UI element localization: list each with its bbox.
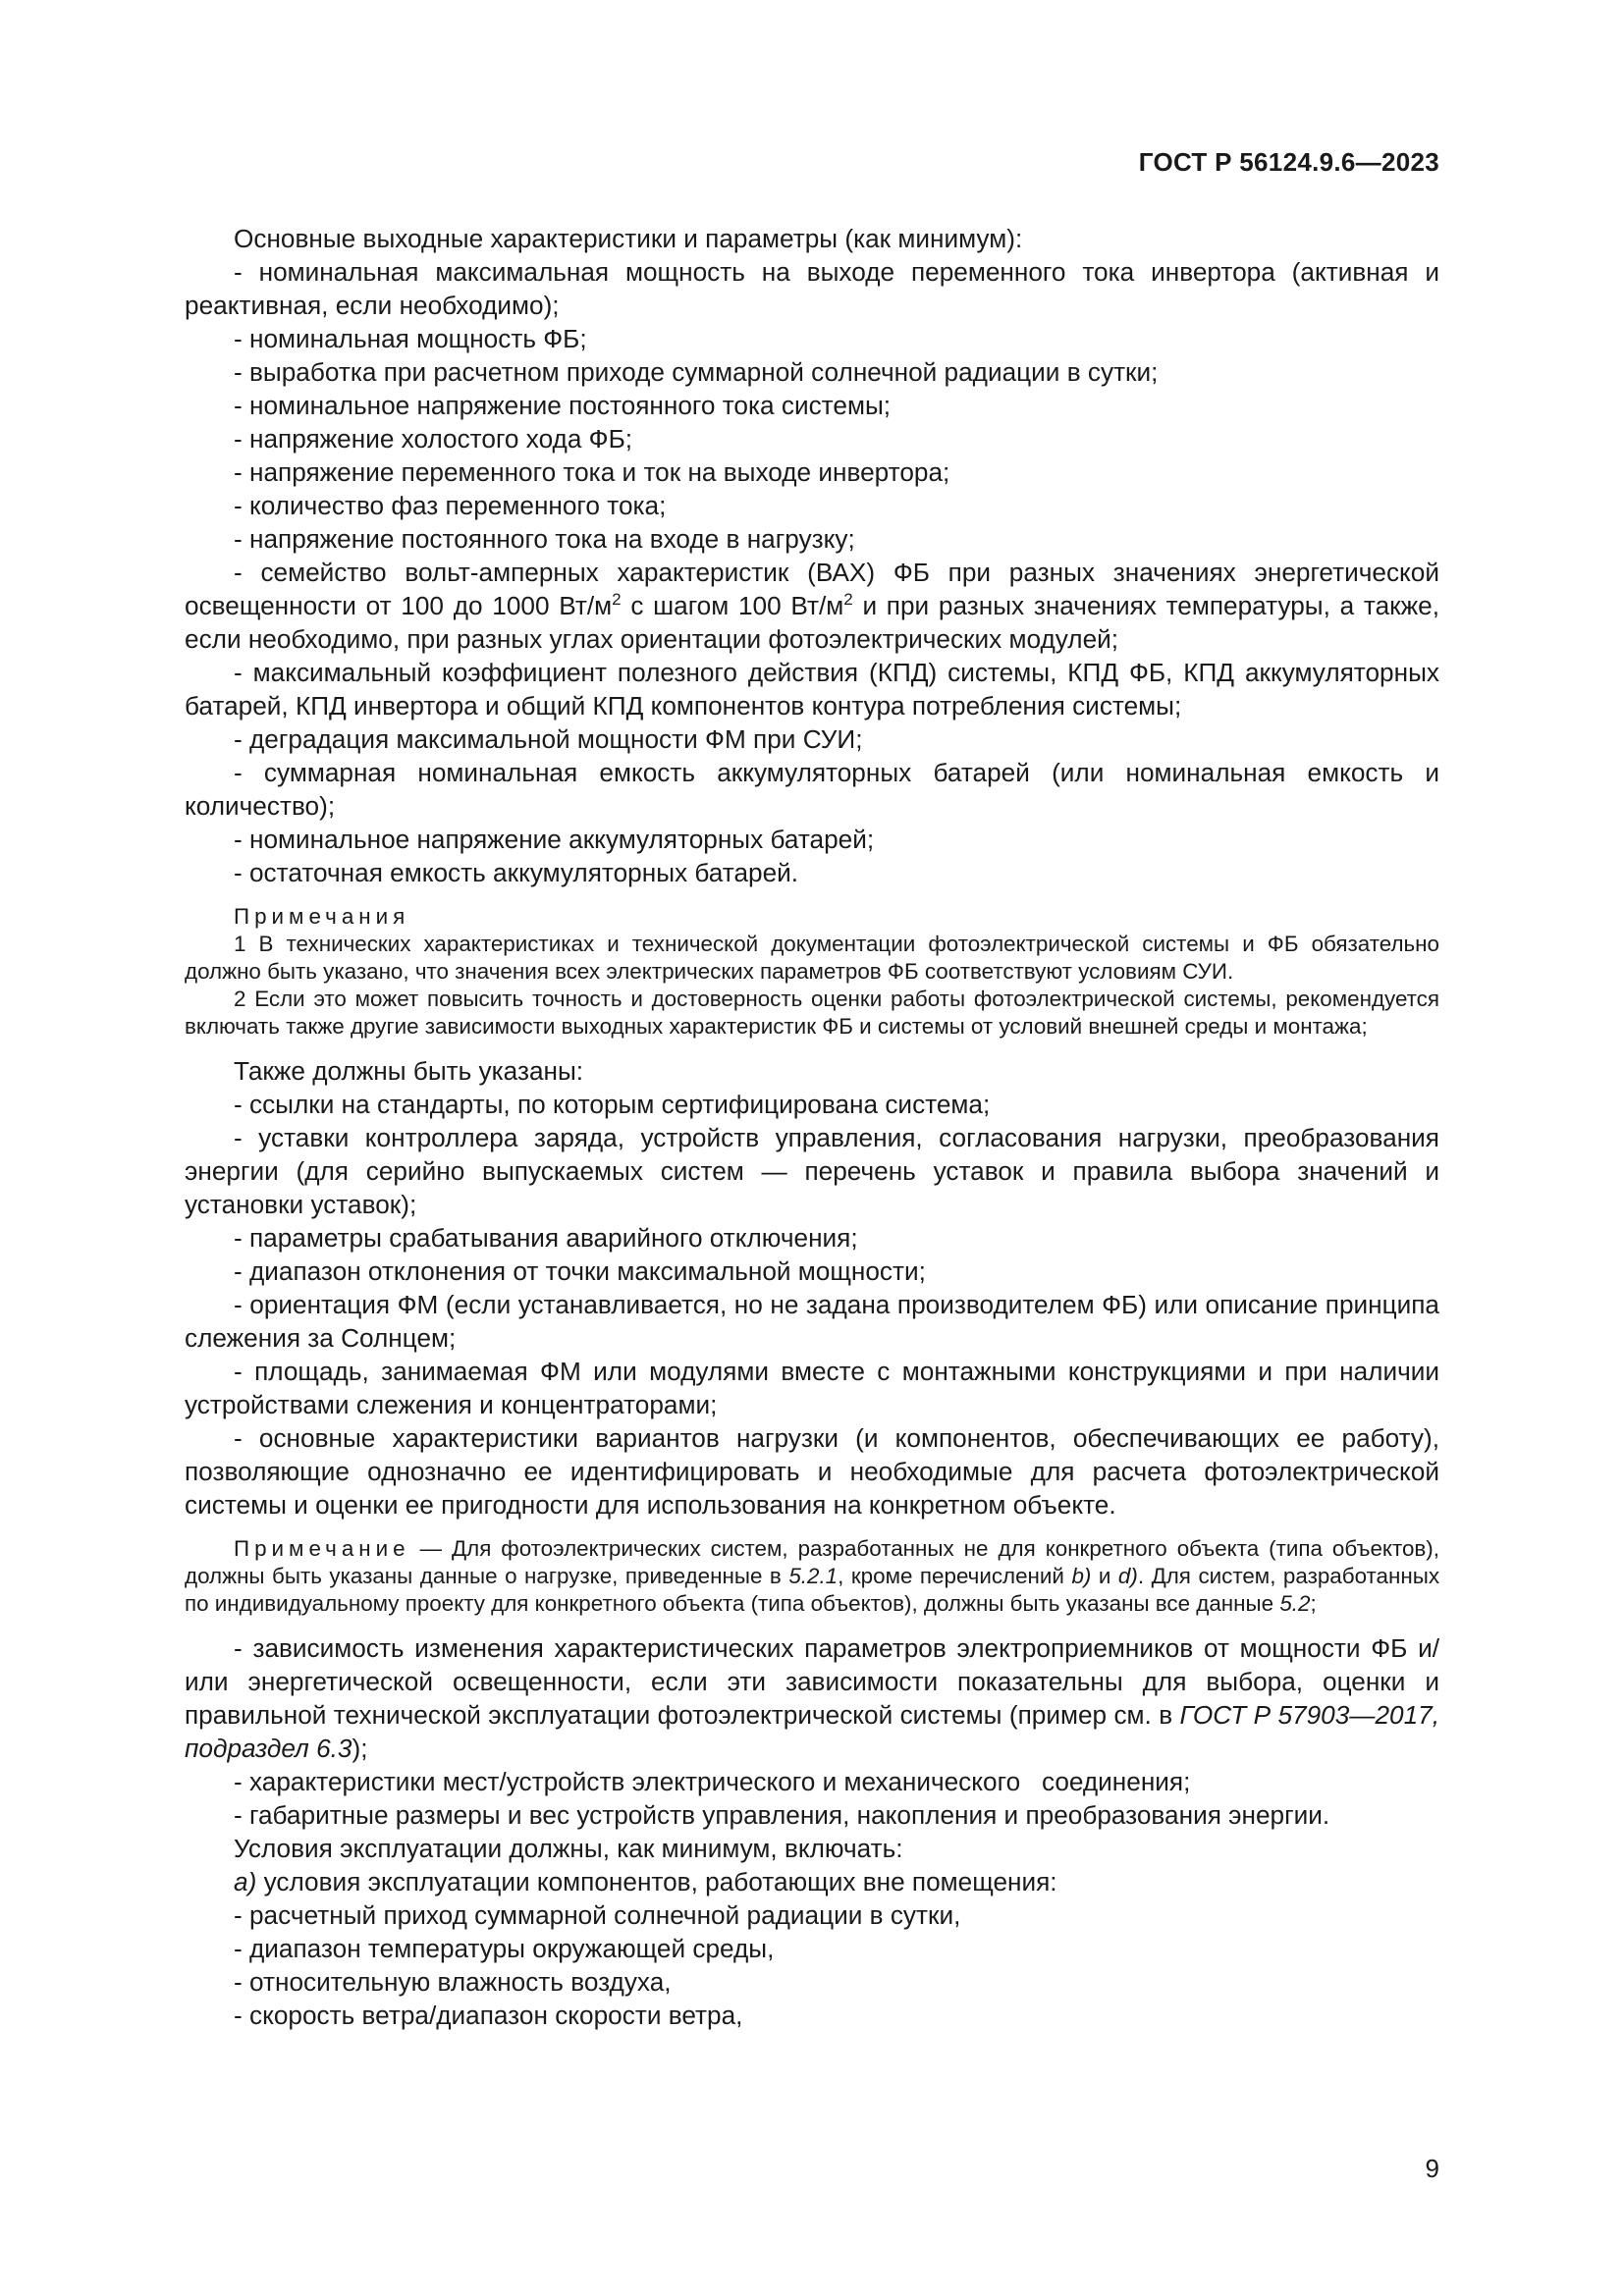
list-item: - площадь, занимаемая ФМ или модулями вместе с монтажными конструкциями и при наличии устройствами слежения и концентраторами; xyxy=(185,1357,1439,1419)
list-item: - ориентация ФМ (если устанавливается, но не задана производителем ФБ) или описание принципа слежения за Солнцем; xyxy=(185,1290,1439,1353)
document-header: ГОСТ Р 56124.9.6—2023 xyxy=(1138,147,1439,177)
list-item: - напряжение постоянного тока на входе в нагрузку; xyxy=(234,524,855,554)
list-item: - относительную влажность воздуха, xyxy=(234,1967,672,1997)
list-item: - суммарная номинальная емкость аккумуляторных батарей (или номинальная емкость и количество); xyxy=(185,758,1439,821)
list-item: - уставки контроллера заряда, устройств управления, согласования нагрузки, преобразования энергии (для серийно выпускаемых систем — перечень уставок и правила выбора значений и установки уставок); xyxy=(185,1123,1439,1219)
note-1: 1 В технических характеристиках и технической документации фотоэлектрической системы и ФБ обязательно должно быть указано, что значения всех электрических параметров ФБ соответствуют условиям СУИ. xyxy=(185,932,1439,984)
list-item: - деградация максимальной мощности ФМ при СУИ; xyxy=(234,724,863,754)
list-item: - номинальное напряжение аккумуляторных батарей; xyxy=(234,825,875,854)
list-item-vax: - семейство вольт-амперных характеристик (ВАХ) ФБ при разных значениях энергетической освещенности от 100 до 1000 $Вт/м^2$ с шагом 100 $Вт/м^2$ и при разных значениях температуры, а также, если необходимо, при разных углах ориентации фотоэлектрических модулей; xyxy=(185,558,1439,654)
standard-reference: ГОСТ Р 57903—2017, подраздел 6.3 xyxy=(185,1700,1440,1763)
note-label: Примечание xyxy=(234,1536,410,1561)
document-body xyxy=(185,222,1439,2032)
note-2: 2 Если это может повысить точность и достоверность оценки работы фотоэлектрической системы, рекомендуется включать также другие зависимости выходных характеристик ФБ и системы от условий внешней среды и монтажа; xyxy=(185,987,1439,1039)
output-params-intro: Основные выходные характеристики и параметры (как минимум): xyxy=(234,224,1023,253)
list-item: - ссылки на стандарты, по которым сертифицирована система; xyxy=(234,1090,991,1119)
list-item: - номинальная максимальная мощность на выходе переменного тока инвертора (активная и реактивная, если необходимо); xyxy=(185,257,1439,320)
list-item: - напряжение переменного тока и ток на выходе инвертора; xyxy=(234,457,950,487)
list-item: - остаточная емкость аккумуляторных батарей. xyxy=(234,858,799,887)
list-item: - количество фаз переменного тока; xyxy=(234,491,667,520)
list-item: - диапазон температуры окружающей среды, xyxy=(234,1934,775,1963)
condition-a: а) условия эксплуатации компонентов, работающих вне помещения: xyxy=(234,1867,1057,1896)
also-intro: Также должны быть указаны: xyxy=(234,1056,584,1086)
list-item: - номинальная мощность ФБ; xyxy=(234,324,587,353)
conditions-intro: Условия эксплуатации должны, как минимум, включать: xyxy=(234,1834,903,1863)
list-item: - основные характеристики вариантов нагрузки (и компонентов, обеспечивающих ее работу), позволяющие однозначно ее идентифицировать и необходимые для расчета фотоэлектрической системы и оценки ее пригодности для использования на конкретном объекте. xyxy=(185,1423,1439,1520)
list-item: - диапазон отклонения от точки максимальной мощности; xyxy=(234,1256,926,1286)
list-item: - выработка при расчетном приходе суммарной солнечной радиации в сутки; xyxy=(234,357,1159,387)
list-item: - расчетный приход суммарной солнечной радиации в сутки, xyxy=(234,1900,961,1930)
list-item: - напряжение холостого хода ФБ; xyxy=(234,424,633,454)
note-load-data: Примечание — Для фотоэлектрических систем, разработанных не для конкретного объекта (типа объектов), должны быть указаны данные о нагрузке, приведенные в 5.2.1, кроме перечислений b) и d). Для систем, разработанных по индивидуальному проекту для конкретного объекта (типа объектов), должны быть указаны все данные 5.2; xyxy=(185,1536,1440,1616)
list-item-dependency: - зависимость изменения характеристических параметров электроприемников от мощности ФБ и/или энергетической освещенности, если эти зависимости показательны для выбора, оценки и правильной технической эксплуатации фотоэлектрической системы (пример см. в ГОСТ Р 57903—2017, подраздел 6.3); xyxy=(185,1633,1440,1763)
list-item: - параметры срабатывания аварийного отключения; xyxy=(234,1223,858,1253)
page-number: 9 xyxy=(1425,2154,1439,2183)
list-item: - скорость ветра/диапазон скорости ветра, xyxy=(234,2001,743,2030)
list-item: - номинальное напряжение постоянного тока системы; xyxy=(234,391,892,420)
list-item: - габаритные размеры и вес устройств управления, накопления и преобразования энергии. xyxy=(234,1800,1330,1830)
list-item: - характеристики мест/устройств электрического и механического соединения; xyxy=(234,1767,1191,1796)
list-item: - максимальный коэффициент полезного действия (КПД) системы, КПД ФБ, КПД аккумуляторных батарей, КПД инвертора и общий КПД компонентов контура потребления системы; xyxy=(185,658,1439,721)
notes-title: Примечания xyxy=(234,904,410,929)
